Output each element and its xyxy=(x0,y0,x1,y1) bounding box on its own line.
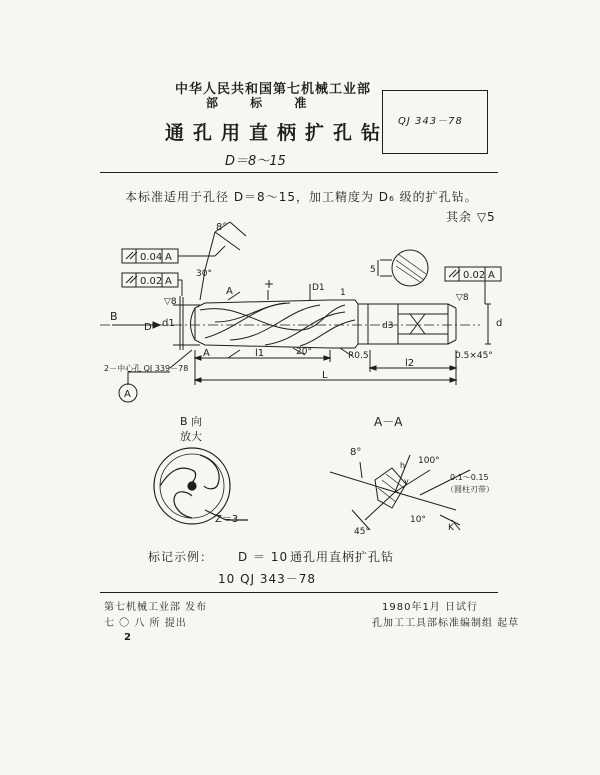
label-d1: d1 xyxy=(162,318,175,329)
aa-angle-45: 45° xyxy=(354,527,370,537)
b-view-subtitle: 放大 xyxy=(180,430,202,443)
chamfer-45: 0.5×45° xyxy=(455,351,493,361)
tol-2-datum: A xyxy=(165,276,172,287)
dim-l2: l2 xyxy=(405,358,415,369)
issuer-name: 中华人民共和国第七机械工业部 xyxy=(175,82,372,97)
b-view-drawing xyxy=(154,448,248,524)
label-5: 5 xyxy=(370,265,376,275)
angle-8: 8° xyxy=(216,222,228,233)
roughness-8-right: ▽8 xyxy=(456,293,469,303)
doc-type: 部 标 准 xyxy=(206,96,321,110)
drafter: 七 〇 八 所 提出 xyxy=(104,618,187,629)
drill-outline xyxy=(195,300,448,348)
tol-3-value: 0.02 xyxy=(463,270,486,281)
publisher: 第七机械工业部 发布 xyxy=(104,602,208,613)
aa-label-h: h xyxy=(400,461,406,470)
angle-20: 20° xyxy=(296,347,312,357)
footer-rule xyxy=(100,592,498,593)
standard-number: QJ 343－78 xyxy=(398,116,463,127)
aa-angle-8: 8° xyxy=(350,447,362,458)
dim-l1: l1 xyxy=(255,348,265,359)
aa-view-title: A－A xyxy=(374,415,403,429)
tol-2-value: 0.02 xyxy=(140,276,163,287)
tol-1-datum: A xyxy=(165,252,172,263)
label-A-top: A xyxy=(226,286,233,297)
aa-angle-100: 100° xyxy=(418,456,440,466)
angle-30: 30° xyxy=(196,269,212,279)
label-d: d xyxy=(496,318,503,329)
page-number: 2 xyxy=(124,632,132,643)
label-1: 1 xyxy=(340,288,346,298)
label-A-bottom: A xyxy=(203,348,210,359)
b-view-z: Z＝3 xyxy=(215,514,239,525)
aa-angle-10: 10° xyxy=(410,515,426,525)
aa-note-text: （圆柱刃带） xyxy=(446,485,494,494)
label-d3: d3 xyxy=(382,321,394,331)
trial-date: 1980年1月 日试行 xyxy=(382,602,478,613)
aa-note-dim: 0.1～0.15 xyxy=(450,473,489,482)
compiler: 孔加工工具部标准编制组 起草 xyxy=(372,618,520,629)
example-code: 10 QJ 343－78 xyxy=(218,572,317,586)
aa-label-y: γ xyxy=(404,477,409,486)
circle-A-label: A xyxy=(124,389,131,400)
surface-finish-note: 其余 ▽5 xyxy=(446,210,496,224)
aa-label-k: K xyxy=(448,523,454,533)
tol-1-value: 0.04 xyxy=(140,252,163,263)
example-value: D ＝ 10 xyxy=(238,550,289,564)
label-D1: D1 xyxy=(312,283,325,293)
chamfer-r: R0.5 xyxy=(348,351,369,361)
section-circle xyxy=(392,250,428,286)
tol-3-datum: A xyxy=(488,270,495,281)
roughness-8-left: ▽8 xyxy=(164,297,177,307)
label-B: B xyxy=(110,310,118,323)
page-title: 通孔用直柄扩孔钻 xyxy=(165,122,390,144)
label-D: D xyxy=(144,322,152,333)
label-plus: + xyxy=(264,277,275,291)
example-label: 标记示例： xyxy=(148,550,214,564)
b-view-title: B 向 xyxy=(180,415,203,428)
example-name: 通孔用直柄扩孔钻 xyxy=(290,550,395,564)
center-hole-note: 2－中心孔 QJ 339－78 xyxy=(104,364,189,373)
dim-L: L xyxy=(322,370,328,381)
diameter-range: D＝8～15 xyxy=(225,154,286,169)
scope-text: 本标准适用于孔径 D＝8～15，加工精度为 D₆ 级的扩孔钻。 xyxy=(125,190,478,204)
